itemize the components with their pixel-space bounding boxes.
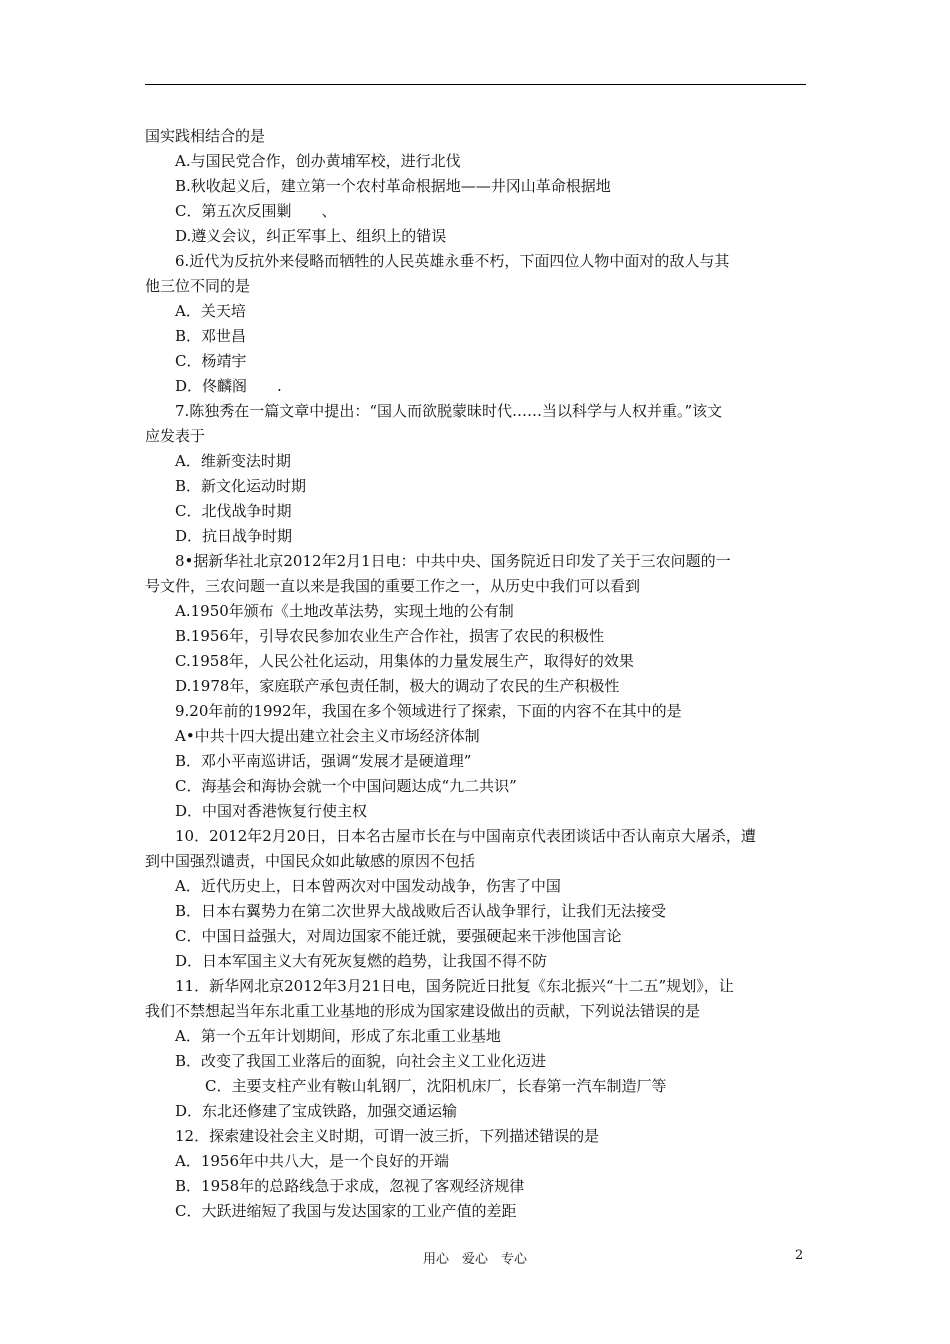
text-line: 国实践相结合的是 [145, 127, 266, 145]
text-line: A．关天培 [175, 302, 246, 320]
text-line: C．杨靖宇 [175, 352, 247, 370]
text-line: C．第五次反围剿 、 [175, 202, 337, 220]
text-line: 6.近代为反抗外来侵略而牺牲的人民英雄永垂不朽，下面四位人物中面对的敌人与其 [175, 252, 730, 270]
text-line: A．近代历史上，日本曾两次对中国发动战争，伤害了中国 [175, 877, 561, 895]
text-line: 号文件，三农问题一直以来是我国的重要工作之一，从历史中我们可以看到 [145, 577, 641, 595]
text-line: A．1956年中共八大，是一个良好的开端 [175, 1152, 450, 1170]
text-line: 8•据新华社北京2012年2月1日电：中共中央、国务院近日印发了关于三农问题的一 [175, 552, 731, 570]
text-line: A．第一个五年计划期间，形成了东北重工业基地 [175, 1027, 501, 1045]
header-rule [145, 84, 806, 85]
text-line: B．新文化运动时期 [175, 477, 307, 495]
text-line: C．中国日益强大，对周边国家不能迁就，要强硬起来干涉他国言论 [175, 927, 622, 945]
text-line: 我们不禁想起当年东北重工业基地的形成为国家建设做出的贡献，下列说法错误的是 [145, 1002, 701, 1020]
text-line: D．东北还修建了宝成铁路，加强交通运输 [175, 1102, 458, 1120]
text-line: A．维新变法时期 [175, 452, 291, 470]
text-line: D.1978年，家庭联产承包责任制，极大的调动了农民的生产积极性 [175, 677, 620, 695]
text-line: 11．新华网北京2012年3月21日电，国务院近日批复《东北振兴“十二五”规划》，让 [175, 977, 734, 995]
text-line: 9.20年前的1992年，我国在多个领域进行了探索，下面的内容不在其中的是 [175, 702, 682, 720]
text-line: 10．2012年2月20日，日本名古屋市长在与中国南京代表团谈话中否认南京大屠杀，遭 [175, 827, 756, 845]
text-line: C．主要支柱产业有鞍山轧钢厂，沈阳机床厂，长春第一汽车制造厂等 [205, 1077, 667, 1095]
text-line: C．大跃进缩短了我国与发达国家的工业产值的差距 [175, 1202, 517, 1220]
text-line: B.1956年，引导农民参加农业生产合作社，损害了农民的积极性 [175, 627, 604, 645]
text-line: B．日本右翼势力在第二次世界大战战败后否认战争罪行，让我们无法接受 [175, 902, 667, 920]
document-body [145, 124, 810, 1224]
text-line: 12．探索建设社会主义时期，可谓一波三折，下列描述错误的是 [175, 1127, 600, 1145]
text-line: D．日本军国主义大有死灰复燃的趋势，让我国不得不防 [175, 952, 548, 970]
text-line: D．佟麟阁 . [175, 377, 282, 395]
text-line: C．北伐战争时期 [175, 502, 292, 520]
text-line: B．改变了我国工业落后的面貌，向社会主义工业化迈进 [175, 1052, 547, 1070]
text-line: B．邓小平南巡讲话，强调“发展才是硬道理” [175, 752, 472, 770]
text-line: B．1958年的总路线急于求成，忽视了客观经济规律 [175, 1177, 525, 1195]
text-line: D.遵义会议，纠正军事上、组织上的错误 [175, 227, 447, 245]
text-line: 7.陈独秀在一篇文章中提出：“国人而欲脱蒙昧时代……当以科学与人权并重。”该文 [175, 402, 723, 420]
text-line: B．邓世昌 [175, 327, 247, 345]
footer-slogan: 用心 爱心 专心 [422, 1252, 527, 1267]
page-number: 2 [795, 1248, 804, 1263]
text-line: A.与国民党合作，创办黄埔军校，进行北伐 [175, 152, 461, 170]
text-line: A.1950年颁布《土地改革法势，实现土地的公有制 [175, 602, 514, 620]
text-line: 到中国强烈谴责，中国民众如此敏感的原因不包括 [145, 852, 476, 870]
text-line: D．中国对香港恢复行使主权 [175, 802, 368, 820]
text-line: C．海基会和海协会就一个中国问题达成“九二共识” [175, 777, 517, 795]
text-line: 他三位不同的是 [145, 277, 251, 295]
text-line: D．抗日战争时期 [175, 527, 293, 545]
text-line: A•中共十四大提出建立社会主义市场经济体制 [175, 727, 480, 745]
text-line: B.秋收起义后，建立第一个农村革命根据地——井冈山革命根据地 [175, 177, 611, 195]
text-line: 应发表于 [145, 427, 206, 445]
text-line: C.1958年，人民公社化运动，用集体的力量发展生产，取得好的效果 [175, 652, 634, 670]
